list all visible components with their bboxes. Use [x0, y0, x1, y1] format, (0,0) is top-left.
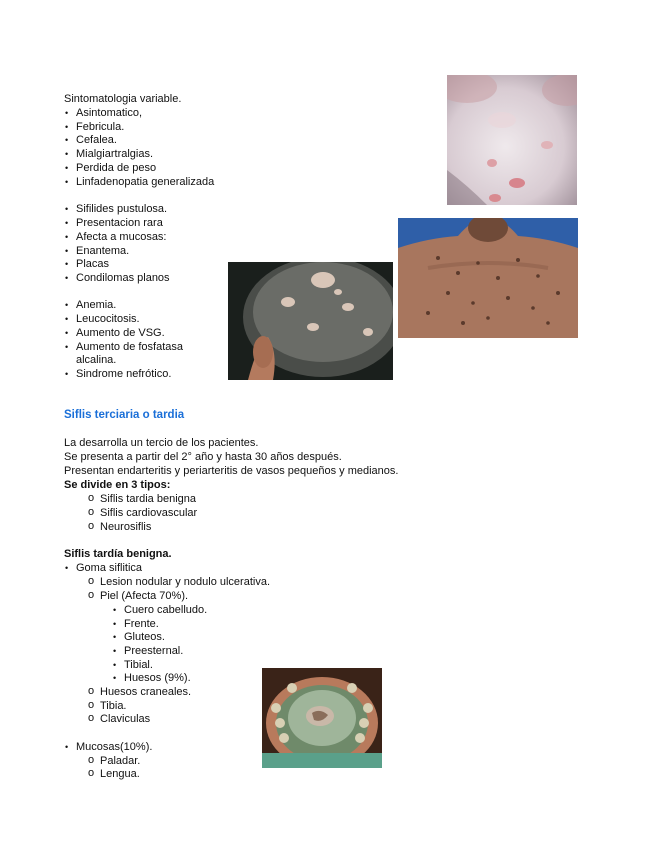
paragraph-line: Presentan endarteritis y periarteritis de vasos pequeños y medianos. [64, 465, 399, 477]
list-item: • Aumento de fosfatasa [76, 341, 183, 354]
list-item: o Neurosiflis [100, 521, 151, 534]
list-item: • Tibial. [124, 659, 153, 672]
list-item: • Gluteos. [124, 631, 165, 644]
list-item: o Tibia. [100, 700, 127, 713]
list-item: • Cuero cabelludo. [124, 604, 207, 617]
list-item: • Febricula. [76, 121, 124, 134]
list-item: • Sindrome nefrótico. [76, 368, 171, 381]
list-item: • Huesos (9%). [124, 672, 191, 685]
list-item: • Perdida de peso [76, 162, 156, 175]
paragraph-line: Se presenta a partir del 2° año y hasta 30 años después. [64, 451, 342, 463]
list-item: o Siflis cardiovascular [100, 507, 197, 520]
list-item: • Cefalea. [76, 134, 117, 147]
subheading: Siflis tardía benigna. [64, 548, 172, 560]
list-item: • Preesternal. [124, 645, 183, 658]
list-item: • Aumento de VSG. [76, 327, 165, 340]
list-item: o Piel (Afecta 70%). [100, 590, 188, 603]
paragraph-line: La desarrolla un tercio de los pacientes. [64, 437, 259, 449]
palate-gumma-photo [262, 668, 382, 768]
list-item: • Mialgiartralgias. [76, 148, 153, 161]
intro-text: Sintomatologia variable. [64, 93, 182, 105]
list-item: • Frente. [124, 618, 159, 631]
list-item: o Lengua. [100, 768, 140, 781]
list-item: • Placas [76, 258, 109, 271]
list-item: o Claviculas [100, 713, 150, 726]
upper-back-papules-photo [398, 218, 578, 338]
list-item: o Huesos craneales. [100, 686, 191, 699]
list-item: • Presentacion rara [76, 217, 163, 230]
list-item: • Afecta a mucosas: [76, 231, 167, 244]
section-heading: Siflis terciaria o tardia [64, 409, 185, 421]
back-skin-lesions-photo [447, 75, 577, 205]
list-item: • Asintomatico, [76, 107, 142, 120]
list-item: • Anemia. [76, 299, 116, 312]
list-item: • Mucosas(10%). [76, 741, 152, 754]
list-item: • Enantema. [76, 245, 129, 258]
scalp-alopecia-photo [228, 262, 393, 380]
list-item: • Condilomas planos [76, 272, 170, 285]
list-item: o Lesion nodular y nodulo ulcerativa. [100, 576, 270, 589]
list-item: • Linfadenopatia generalizada [76, 176, 214, 189]
list-item: • Leucocitosis. [76, 313, 140, 326]
list-item: o Siflis tardia benigna [100, 493, 196, 506]
list-item: • Sifilides pustulosa. [76, 203, 167, 216]
list-item: • Goma siflitica [76, 562, 142, 575]
list-item-continuation: alcalina. [76, 354, 117, 366]
subheading: Se divide en 3 tipos: [64, 479, 171, 491]
list-item: o Paladar. [100, 755, 140, 768]
